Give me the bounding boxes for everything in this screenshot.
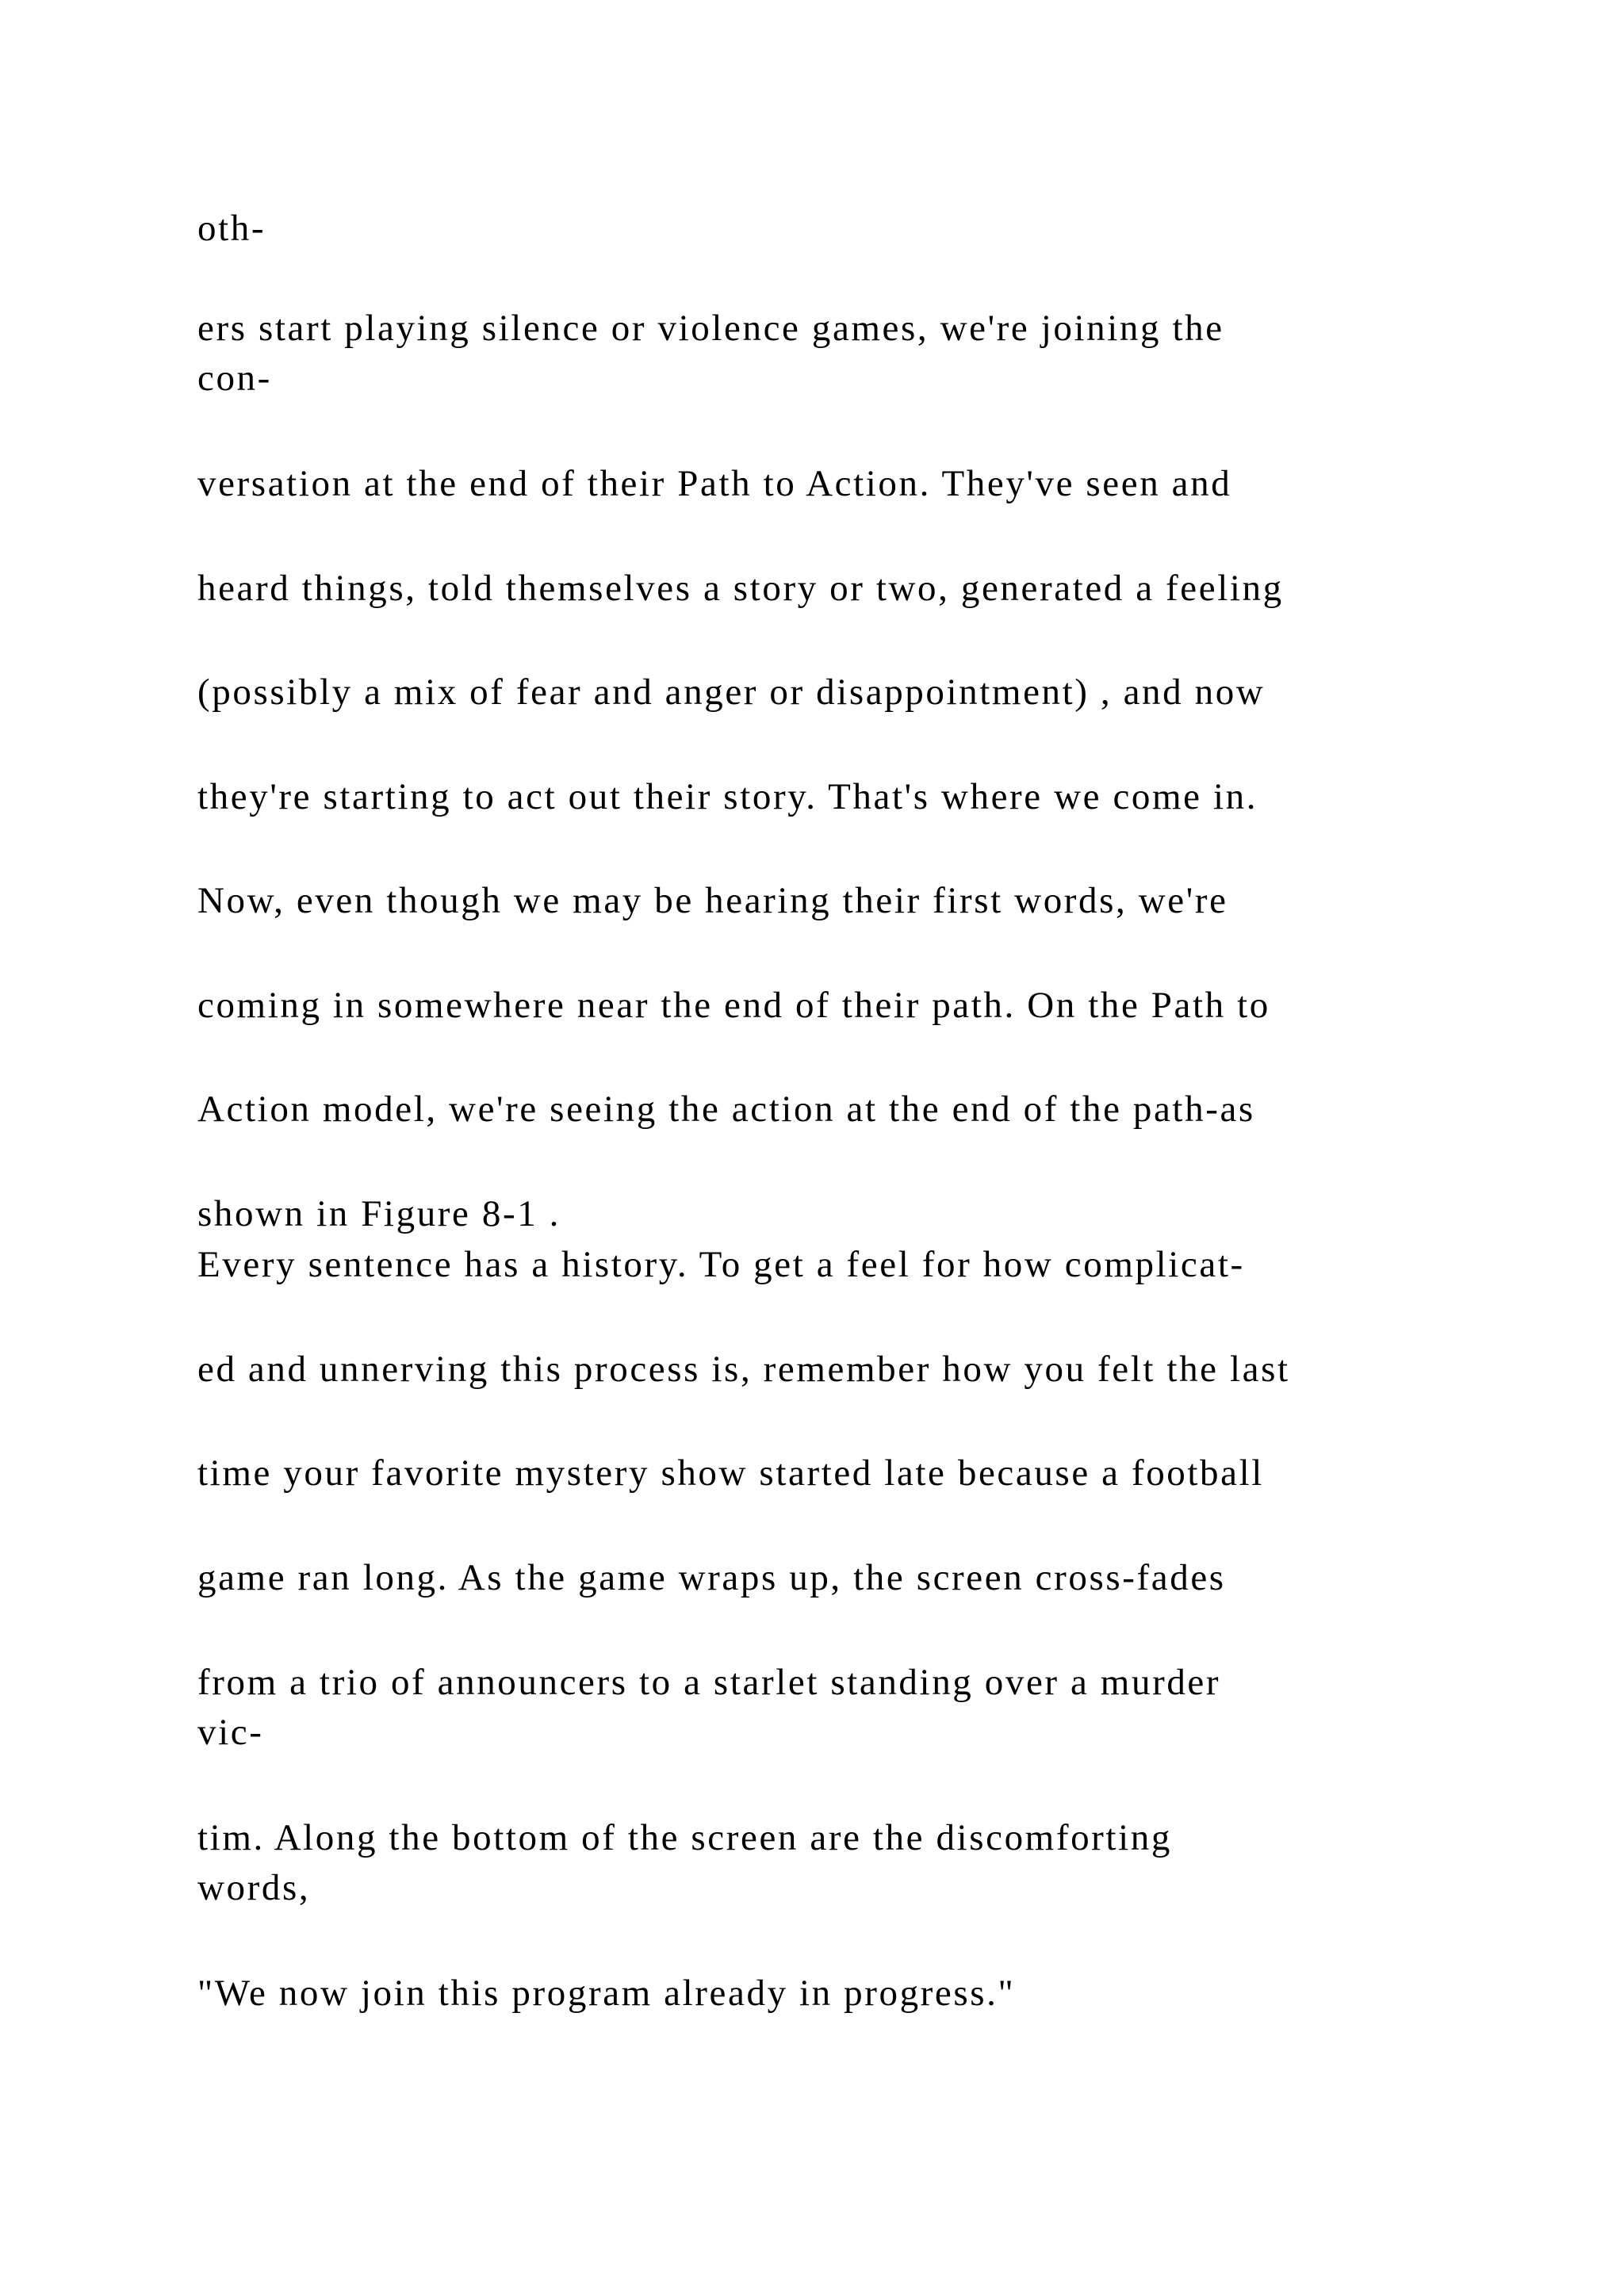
- text-line: (possibly a mix of fear and anger or disappointment) , and now: [197, 672, 1266, 713]
- text-line: versation at the end of their Path to Action. They've seen and: [197, 463, 1232, 504]
- text-line: from a trio of announcers to a starlet standing over a murder: [197, 1662, 1221, 1703]
- text-line: vic-: [197, 1712, 264, 1753]
- text-line: ed and unnerving this process is, remember how you felt the last: [197, 1349, 1290, 1390]
- text-line: time your favorite mystery show started late because a football: [197, 1452, 1264, 1494]
- text-line: con-: [197, 358, 272, 399]
- text-line: they're starting to act out their story. That's where we come in.: [197, 776, 1258, 817]
- text-line: words,: [197, 1867, 311, 1908]
- text-line: Now, even though we may be hearing their first words, we're: [197, 880, 1228, 921]
- text-line: Every sentence has a history. To get a feel for how complicat-: [197, 1244, 1245, 1285]
- text-line: heard things, told themselves a story or two, generated a feeling: [197, 568, 1284, 609]
- text-line: shown in Figure 8-1 .: [197, 1193, 561, 1234]
- text-line: ers start playing silence or violence games, we're joining the: [197, 308, 1224, 349]
- text-line: tim. Along the bottom of the screen are the discomforting: [197, 1817, 1172, 1858]
- text-line: Action model, we're seeing the action at the end of the path-as: [197, 1089, 1255, 1130]
- text-line: coming in somewhere near the end of their path. On the Path to: [197, 985, 1270, 1026]
- text-line: game ran long. As the game wraps up, the screen cross-fades: [197, 1557, 1226, 1598]
- text-line: "We now join this program already in progress.": [197, 1973, 1016, 2014]
- text-line: oth-: [197, 208, 266, 249]
